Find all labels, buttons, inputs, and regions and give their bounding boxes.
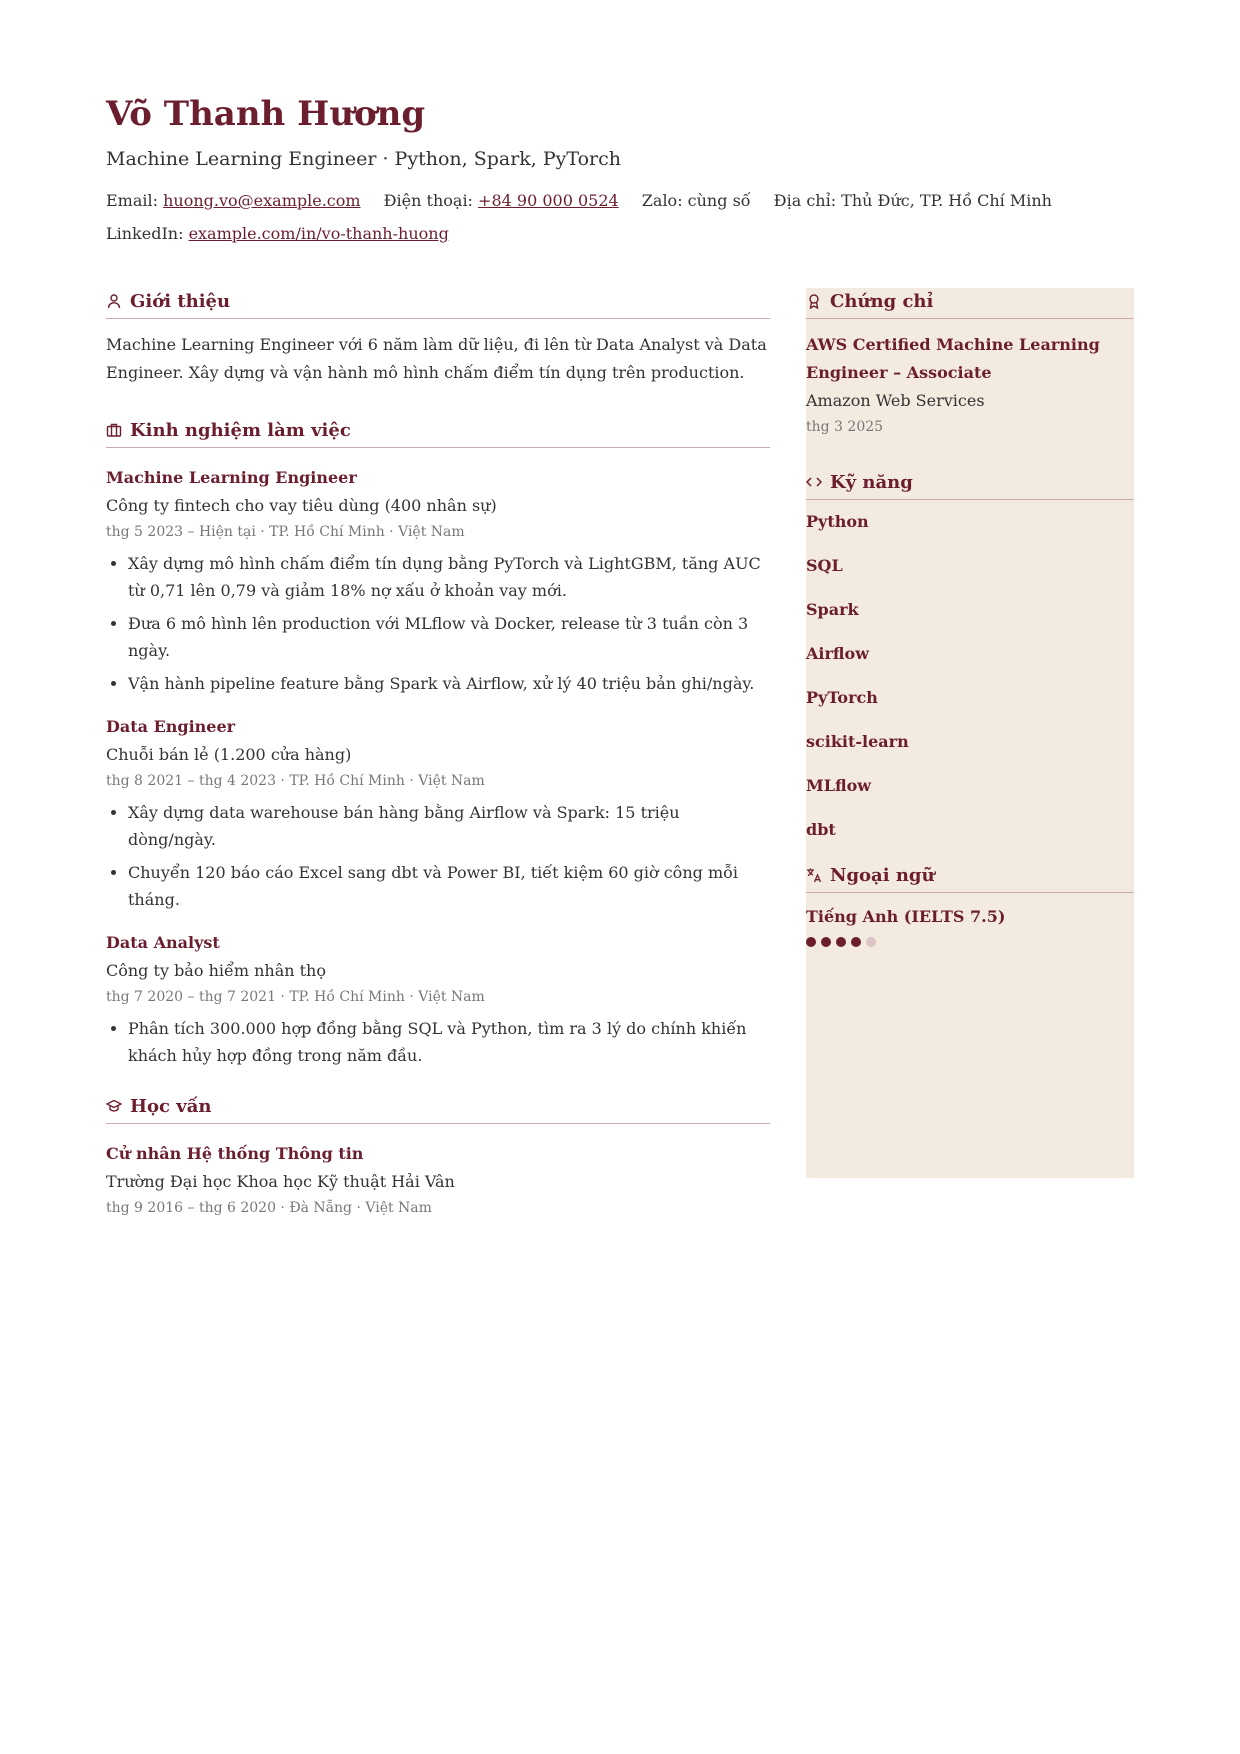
briefcase-icon (106, 422, 122, 438)
bullet-item: • Đưa 6 mô hình lên production với MLflow và Docker, release từ 3 tuần còn 3 ngày. (128, 610, 770, 664)
phone-link[interactable]: +84 90 000 0524 (478, 191, 619, 210)
bullet-item: • Xây dựng mô hình chấm điểm tín dụng bằng PyTorch và LightGBM, tăng AUC từ 0,71 lên 0,79 và giảm 18% nợ xấu ở khoản vay mới. (128, 550, 770, 604)
languages-title: Ngoại ngữ (830, 864, 935, 886)
bullet-item: • Phân tích 300.000 hợp đồng bằng SQL và Python, tìm ra 3 lý do chính khiến khách hủy hợp đồng trong năm đầu. (128, 1015, 770, 1069)
skill-item: Spark (806, 600, 859, 619)
level-dot-filled (821, 937, 831, 947)
language-level-dots (806, 937, 1134, 947)
zalo-item: Zalo: cùng số (641, 191, 751, 210)
job-meta: thg 7 2020 – thg 7 2021 · TP. Hồ Chí Minh · Việt Nam (106, 989, 485, 1005)
job-entry (106, 464, 770, 697)
job-bullets (106, 550, 770, 697)
school-name: Trường Đại học Khoa học Kỹ thuật Hải Vân (106, 1172, 455, 1191)
experience-title: Kinh nghiệm làm việc (130, 419, 351, 441)
education-entry (106, 1140, 770, 1220)
main-column (106, 288, 770, 1220)
experience-heading (106, 417, 770, 448)
skill-item: PyTorch (806, 688, 878, 707)
skill-item: Airflow (806, 644, 869, 663)
bullet-item: • Chuyển 120 báo cáo Excel sang dbt và Power BI, tiết kiệm 60 giờ công mỗi tháng. (128, 859, 770, 913)
intro-section (106, 288, 770, 387)
skill-item: Python (806, 512, 869, 531)
skill-item: SQL (806, 556, 843, 575)
job-title: Machine Learning Engineer (106, 468, 357, 487)
skill-item: scikit-learn (806, 732, 909, 751)
job-bullets (106, 1015, 770, 1069)
address-item: Địa chỉ: Thủ Đức, TP. Hồ Chí Minh (773, 191, 1052, 210)
translate-icon (806, 867, 822, 883)
candidate-name: Võ Thanh Hương (106, 94, 426, 134)
job-bullets (106, 799, 770, 913)
phone-label: Điện thoại: (383, 191, 473, 210)
code-icon (806, 474, 822, 490)
skills-title: Kỹ năng (830, 471, 913, 493)
skill-item: MLflow (806, 776, 872, 795)
education-section (106, 1093, 770, 1220)
level-dot-filled (836, 937, 846, 947)
linkedin-link[interactable]: example.com/in/vo-thanh-huong (188, 224, 449, 243)
education-heading (106, 1093, 770, 1124)
cert-name: AWS Certified Machine Learning Engineer – Associate (806, 335, 1100, 382)
degree-name: Cử nhân Hệ thống Thông tin (106, 1144, 364, 1163)
level-dot-empty (866, 937, 876, 947)
intro-title: Giới thiệu (130, 290, 231, 312)
user-icon (106, 293, 122, 309)
job-title: Data Engineer (106, 717, 236, 736)
experience-section (106, 417, 770, 1069)
intro-heading (106, 288, 770, 319)
certificates-heading (806, 288, 1134, 319)
cert-issuer: Amazon Web Services (806, 391, 985, 410)
bullet-item: • Vận hành pipeline feature bằng Spark và Airflow, xử lý 40 triệu bản ghi/ngày. (128, 670, 770, 697)
skills-heading (806, 469, 1134, 500)
languages-heading (806, 862, 1134, 893)
bullet-item: • Xây dựng data warehouse bán hàng bằng Airflow và Spark: 15 triệu dòng/ngày. (128, 799, 770, 853)
job-entry (106, 713, 770, 913)
contact-info (106, 184, 1106, 250)
email-item (106, 191, 361, 210)
email-link[interactable]: huong.vo@example.com (163, 191, 361, 210)
cert-date: thg 3 2025 (806, 419, 884, 435)
languages-section (806, 862, 1134, 947)
phone-item (384, 191, 619, 210)
linkedin-label: LinkedIn: (106, 224, 184, 243)
job-title: Data Analyst (106, 933, 220, 952)
certificates-section (806, 288, 1134, 439)
award-icon (806, 293, 822, 309)
headline: Machine Learning Engineer · Python, Spark, PyTorch (106, 148, 621, 170)
skills-section (806, 469, 1134, 842)
job-company: Chuỗi bán lẻ (1.200 cửa hàng) (106, 745, 352, 764)
job-company: Công ty bảo hiểm nhân thọ (106, 961, 326, 980)
level-dot-filled (851, 937, 861, 947)
education-title: Học vấn (130, 1095, 212, 1117)
language-name: Tiếng Anh (IELTS 7.5) (806, 907, 1006, 926)
certificates-title: Chứng chỉ (830, 290, 934, 312)
job-company: Công ty fintech cho vay tiêu dùng (400 nhân sự) (106, 496, 497, 515)
intro-text: Machine Learning Engineer với 6 năm làm dữ liệu, đi lên từ Data Analyst và Data Engineer. Xây dựng và vận hành mô hình chấm điểm tín dụng trên production. (106, 335, 767, 382)
level-dot-filled (806, 937, 816, 947)
education-meta: thg 9 2016 – thg 6 2020 · Đà Nẵng · Việt Nam (106, 1200, 432, 1216)
graduation-cap-icon (106, 1098, 122, 1114)
job-entry (106, 929, 770, 1069)
job-meta: thg 5 2023 – Hiện tại · TP. Hồ Chí Minh · Việt Nam (106, 524, 465, 540)
linkedin-item (106, 224, 449, 243)
email-label: Email: (106, 191, 159, 210)
skill-item: dbt (806, 820, 836, 839)
sidebar (806, 288, 1134, 1178)
skills-list (806, 510, 1134, 842)
resume-header (106, 92, 1136, 250)
job-meta: thg 8 2021 – thg 4 2023 · TP. Hồ Chí Minh · Việt Nam (106, 773, 485, 789)
